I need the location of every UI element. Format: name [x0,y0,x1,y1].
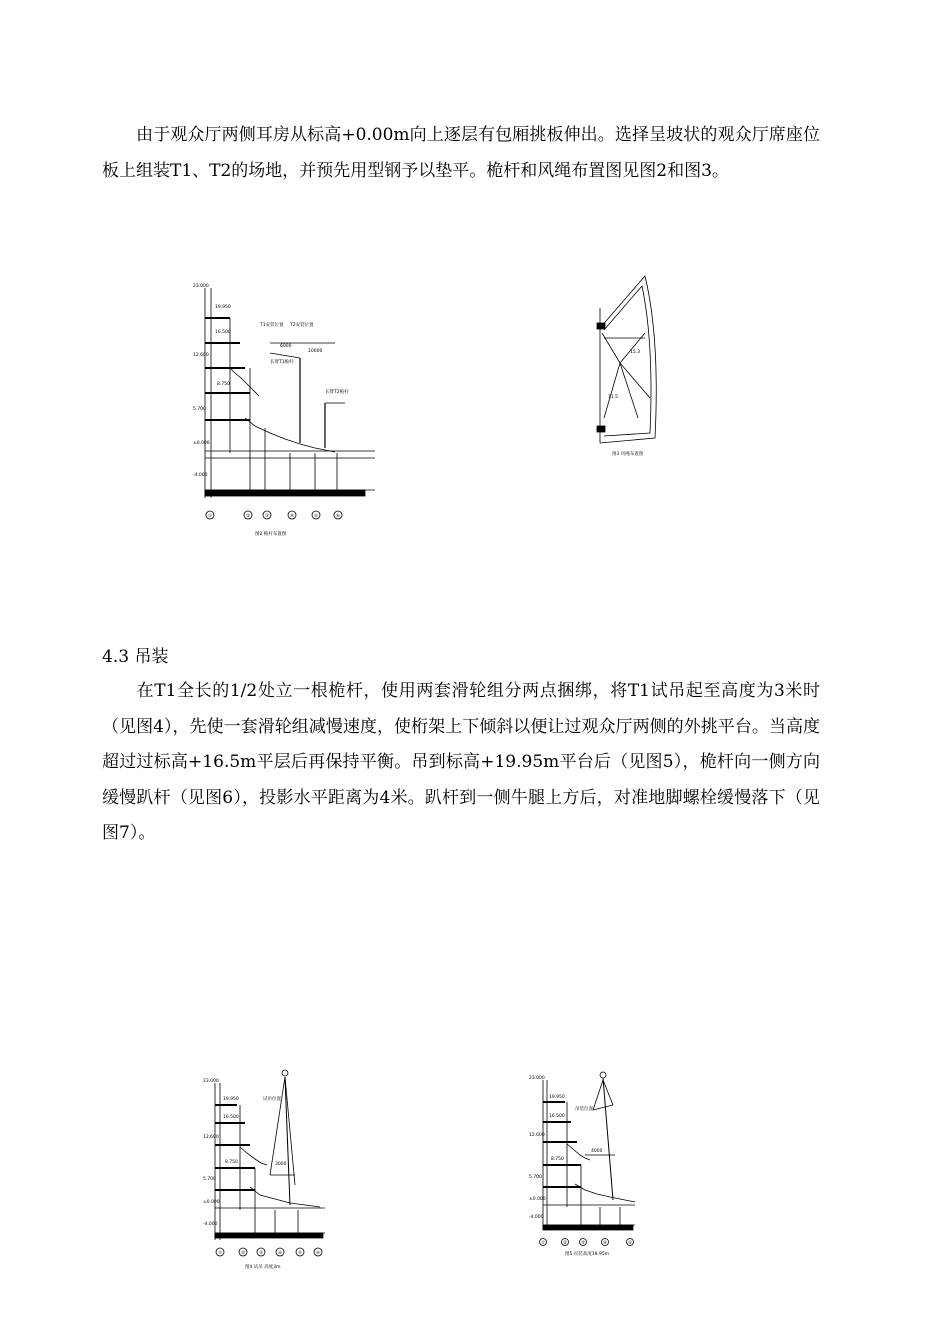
axis-label: ⑤ [314,514,319,519]
dimension-label: 11.5 [608,395,619,400]
dimension-label: 6000 [280,344,292,349]
figure-caption: 图4 试吊 高度3m [245,1265,281,1270]
level-label: -4.000 [193,473,208,478]
annotation-label: 长臂T2桅杆 [325,390,349,395]
intro-paragraph-text: 由于观众厅两侧耳房从标高+0.00m向上逐层有包厢挑板伸出。选择呈坡状的观众厅席座位板上组装T1、T2的场地，并预先用型钢予以垫平。桅杆和风绳布置图见图2和图3。 [102,125,820,181]
level-label: -4.000 [203,1222,218,1227]
figure-caption: 图2 桅杆布置图 [255,532,287,537]
annotation-label: 试吊位置 [263,1097,281,1102]
figure-3-guy-rope-layout [590,268,670,463]
axis-label: ④ [278,1251,283,1256]
level-label: 5.700 [203,1177,216,1182]
axis-label: ⑥ [316,1251,321,1256]
level-label: 12.600 [193,353,209,358]
axis-label: ⑤ [628,1241,633,1246]
axis-label: ⑥ [336,514,341,519]
level-label: 19.950 [215,305,231,310]
axis-label: ② [246,514,251,519]
axis-label: ⑤ [298,1251,303,1256]
hoisting-paragraph-text: 在T1全长的1/2处立一根桅杆，使用两套滑轮组分两点捆绑，将T1试吊起至高度为3米时（见图4），先使一套滑轮组减慢速度，使桁架上下倾斜以便让过观众厅两侧的外挑平台。当高度超过过标高+16.5m平层后再保持平衡。吊到标高+19.95m平台后（见图5），桅杆向一侧方向缓慢趴杆（见图6），投影水平距离为4米。趴杆到一侧牛腿上方后，对准地脚螺栓缓慢落下（见图7）。 [102,681,820,843]
level-label: 19.950 [549,1095,565,1100]
axis-label: ④ [290,514,295,519]
axis-label: ② [563,1241,568,1246]
level-label: 8.750 [217,382,230,387]
level-label: 23.000 [203,1079,219,1084]
level-label: 5.700 [529,1175,542,1180]
level-label: 12.600 [203,1135,219,1140]
annotation-label: T2安装位置 [290,323,314,328]
axis-label: ③ [259,1251,264,1256]
axis-label: ① [208,514,213,519]
level-label: 5.700 [193,407,206,412]
figure-caption: 图3 风绳布置图 [612,452,644,457]
section-heading: 4.3 吊装 [102,647,169,667]
level-label: 23.000 [193,284,209,289]
dimension-label: 3000 [275,1162,287,1167]
axis-label: ① [541,1241,546,1246]
axis-label: ③ [265,514,270,519]
axis-label: ③ [581,1241,586,1246]
dimension-label: 4000 [591,1149,603,1154]
figure-2-mast-layout [185,278,385,543]
level-label: ±0.000 [203,1200,220,1205]
annotation-label: 吊装位置 [575,1107,593,1112]
level-label: 16.500 [215,330,231,335]
axis-label: ④ [603,1241,608,1246]
level-label: 12.600 [529,1133,545,1138]
level-label: ±0.000 [529,1197,546,1202]
level-label: -4.000 [529,1215,544,1220]
level-label: 23.000 [529,1076,545,1081]
hoisting-paragraph [102,674,820,852]
level-label: ±0.000 [193,441,210,446]
dimension-label: 15.3 [630,350,641,355]
figure-5-lift-height [525,1070,650,1260]
level-label: 16.500 [549,1114,565,1119]
intro-paragraph [102,118,820,189]
annotation-label: T1安装位置 [260,323,284,328]
figure-4-trial-lift [195,1065,335,1275]
level-label: 8.750 [225,1160,238,1165]
figure-caption: 图5 吊装高度19.95m [565,1252,610,1257]
axis-label: ① [218,1251,223,1256]
dimension-label: 10000 [308,349,323,354]
axis-label: ② [241,1251,246,1256]
annotation-label: 长臂T1桅杆 [270,360,294,365]
level-label: 8.750 [551,1157,564,1162]
level-label: 16.500 [223,1115,239,1120]
level-label: 19.950 [223,1097,239,1102]
